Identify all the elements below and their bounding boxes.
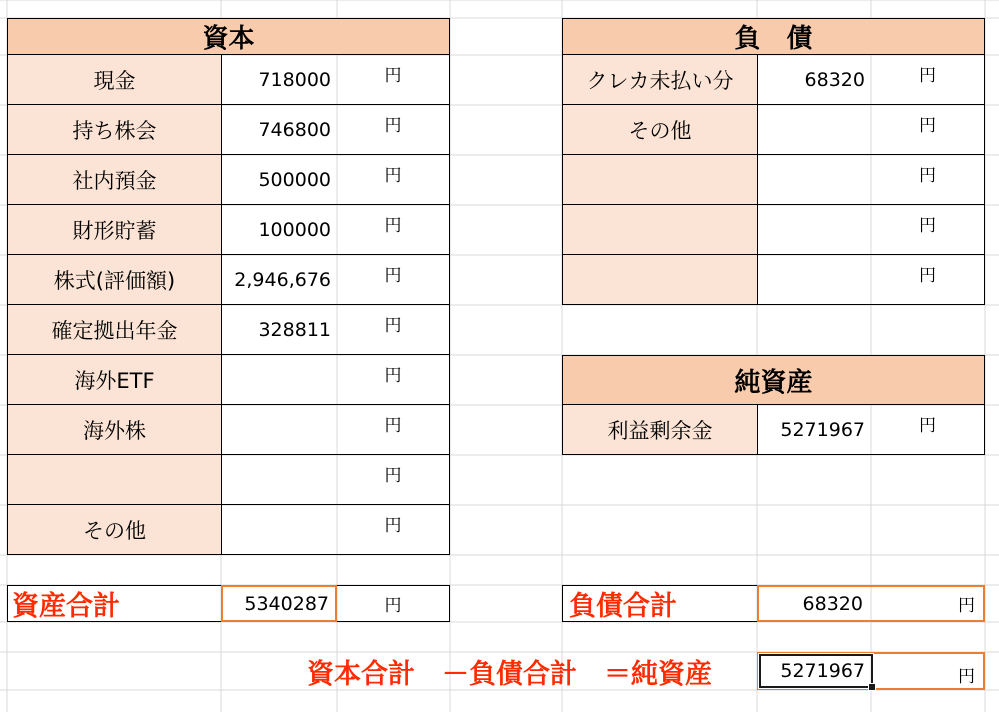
liability-label-cell[interactable]: その他 — [562, 105, 757, 155]
liability-total-yen[interactable]: 円 — [958, 596, 975, 616]
asset-yen-cell[interactable]: 円 — [337, 305, 450, 355]
fill-handle[interactable] — [868, 683, 876, 691]
asset-yen-cell[interactable]: 円 — [337, 105, 450, 155]
asset-label-cell[interactable]: 社内預金 — [7, 155, 221, 205]
liability-value-cell[interactable] — [757, 105, 871, 155]
asset-yen-cell[interactable]: 円 — [337, 155, 450, 205]
asset-label-cell[interactable]: 財形貯蓄 — [7, 205, 221, 255]
asset-yen-cell[interactable]: 円 — [337, 355, 450, 405]
liability-total-value[interactable]: 68320 — [802, 592, 863, 615]
liability-yen-cell[interactable]: 円 — [871, 105, 985, 155]
asset-value-cell[interactable]: 500000 — [221, 155, 337, 205]
asset-value-cell[interactable]: 746800 — [221, 105, 337, 155]
asset-label-cell[interactable]: その他 — [7, 505, 221, 555]
asset-value-cell[interactable] — [221, 455, 337, 505]
liability-yen-cell[interactable]: 円 — [871, 255, 985, 305]
asset-value-cell[interactable]: 100000 — [221, 205, 337, 255]
result-yen[interactable]: 円 — [958, 667, 975, 687]
asset-yen-cell[interactable]: 円 — [337, 505, 450, 555]
liability-value-cell[interactable] — [757, 205, 871, 255]
result-value-selected-cell[interactable]: 5271967 — [759, 654, 873, 688]
asset-value-cell[interactable] — [221, 405, 337, 455]
liability-yen-cell[interactable]: 円 — [871, 155, 985, 205]
net-assets-header[interactable]: 純資産 — [562, 355, 985, 405]
liability-total-label[interactable]: 負債合計 — [562, 585, 757, 622]
asset-yen-cell[interactable]: 円 — [337, 455, 450, 505]
asset-label-cell[interactable]: 株式(評価額) — [7, 255, 221, 305]
assets-header[interactable]: 資本 — [7, 18, 450, 55]
asset-label-cell[interactable]: 確定拠出年金 — [7, 305, 221, 355]
net-asset-label-cell[interactable]: 利益剰余金 — [562, 405, 757, 455]
liability-yen-cell[interactable]: 円 — [871, 55, 985, 105]
net-asset-yen-cell[interactable]: 円 — [871, 405, 985, 455]
liability-label-cell[interactable] — [562, 255, 757, 305]
asset-yen-cell[interactable]: 円 — [337, 205, 450, 255]
liability-label-cell[interactable] — [562, 205, 757, 255]
asset-value-cell[interactable]: 718000 — [221, 55, 337, 105]
asset-label-cell[interactable]: 海外株 — [7, 405, 221, 455]
asset-value-cell[interactable]: 2,946,676 — [221, 255, 337, 305]
liability-yen-cell[interactable]: 円 — [871, 205, 985, 255]
liability-value-cell[interactable]: 68320 — [757, 55, 871, 105]
formula-label[interactable]: 資本合計 －負債合計 ＝純資産 — [307, 658, 712, 690]
asset-total-value[interactable]: 5340287 — [221, 585, 337, 622]
asset-total-label[interactable]: 資産合計 — [7, 585, 221, 622]
asset-yen-cell[interactable]: 円 — [337, 405, 450, 455]
asset-label-cell[interactable] — [7, 455, 221, 505]
asset-label-cell[interactable]: 海外ETF — [7, 355, 221, 405]
asset-yen-cell[interactable]: 円 — [337, 55, 450, 105]
net-asset-value-cell[interactable]: 5271967 — [757, 405, 871, 455]
asset-yen-cell[interactable]: 円 — [337, 255, 450, 305]
asset-value-cell[interactable] — [221, 355, 337, 405]
asset-label-cell[interactable]: 持ち株会 — [7, 105, 221, 155]
asset-value-cell[interactable]: 328811 — [221, 305, 337, 355]
liability-label-cell[interactable]: クレカ未払い分 — [562, 55, 757, 105]
liability-value-cell[interactable] — [757, 155, 871, 205]
asset-label-cell[interactable]: 現金 — [7, 55, 221, 105]
asset-value-cell[interactable] — [221, 505, 337, 555]
result-box — [757, 652, 985, 690]
liability-total-box — [757, 585, 985, 622]
liability-label-cell[interactable] — [562, 155, 757, 205]
liabilities-header[interactable]: 負 債 — [562, 18, 985, 55]
liability-value-cell[interactable] — [757, 255, 871, 305]
asset-total-yen[interactable]: 円 — [337, 585, 450, 622]
